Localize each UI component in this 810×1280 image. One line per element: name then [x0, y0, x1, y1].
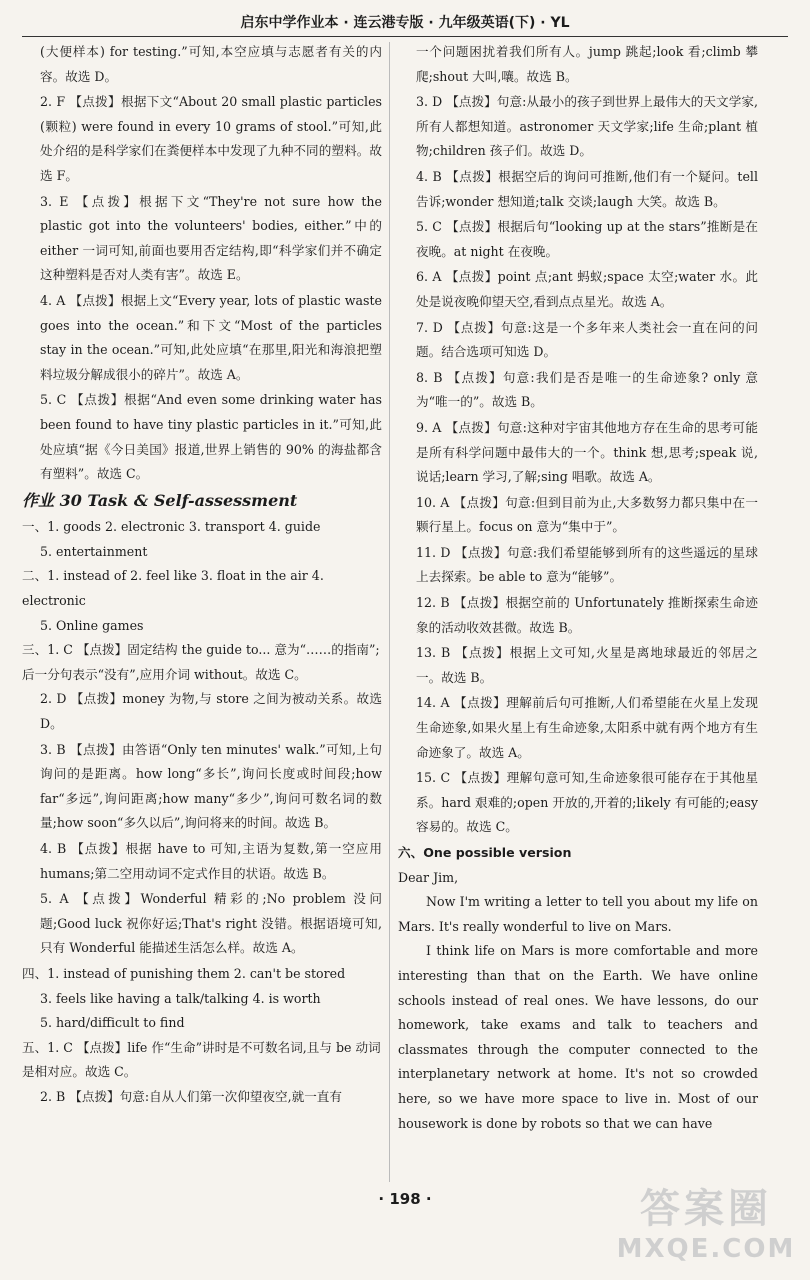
- answer-item-4: 4. B 【点拨】根据空后的询问可推断,他们有一个疑问。tell 告诉;wonder 想知道;talk 交谈;laugh 大笑。故选 B。: [416, 168, 758, 209]
- letter-paragraph-2: I think life on Mars is more comfortable and more interesting than that on the Earth. We have online schools instead of real ones. We have lessons, do our homework, take exams and talk to teachers and classmates through the computer connected to the interplanetary network at home. It's not so crowded here, so we have more space to live in. Most of our housework is done by robots so that we can have: [398, 943, 758, 1131]
- watermark-url: MXQE.COM: [616, 1234, 796, 1264]
- page-header: 启东中学作业本 · 连云港专版 · 九年级英语(下) · YL: [22, 10, 788, 37]
- answer-item-14: 14. A 【点拨】理解前后句可推断,人们希望能在火星上发现生命迹象,如果火星上有生命迹象,太阳系中就有两个地方有生命迹象了。故选 A。: [416, 695, 758, 760]
- answer-item-8: 8. B 【点拨】句意:我们是否是唯一的生命迹象? only 意为“唯一的”。故选 B。: [416, 369, 758, 410]
- answer-item-5: 5. C 【点拨】根据后句“looking up at the stars”推断是在夜晚。at night 在夜晚。: [416, 219, 758, 259]
- answer-item-11: 11. D 【点拨】句意:我们希望能够到所有的这些遥远的星球上去探索。be able to 意为“能够”。: [416, 544, 758, 585]
- section-4-line-3: 5. hard/difficult to find: [40, 1015, 185, 1031]
- section-title: 作业 30 Task & Self-assessment: [22, 490, 298, 510]
- answer-continuation: 一个问题困扰着我们所有人。jump 跳起;look 看;climb 攀爬;shout 大叫,嚷。故选 B。: [416, 44, 758, 84]
- section-2-line-2: 5. Online games: [40, 617, 144, 633]
- section-3-item-5: 5. A 【点拨】Wonderful 精彩的;No problem 没问题;Good luck 祝你好运;That's right 没错。根据语境可知,只有 Wonderful 能描述生活怎么样。故选 A。: [40, 891, 382, 956]
- answer-item-15: 15. C 【点拨】理解句意可知,生命迹象很可能存在于其他星系。hard 艰难的;open 开放的,开着的;likely 有可能的;easy 容易的。故选 C。: [416, 770, 758, 835]
- answer-item-12: 12. B 【点拨】根据空前的 Unfortunately 推断探索生命迹象的活动收效甚微。故选 B。: [416, 595, 758, 635]
- right-column: [398, 40, 758, 1136]
- watermark-logo-text: 答案圈: [640, 1186, 772, 1232]
- left-column: [22, 40, 382, 1111]
- answer-item-9: 9. A 【点拨】句意:这种对宇宙其他地方存在生命的思考可能是所有科学问题中最伟大的一个。think 想,思考;speak 说,说话;learn 学习,了解;sing 唱歌。故选 A。: [416, 419, 758, 485]
- answer-item-10: 10. A 【点拨】句意:但到目前为止,大多数努力都只集中在一颗行星上。focus on 意为“集中于”。: [416, 494, 758, 535]
- letter-greeting: Dear Jim,: [398, 869, 459, 885]
- section-6-title: 六、One possible version: [398, 845, 572, 860]
- section-3-item-2: 2. D 【点拨】money 为物,与 store 之间为被动关系。故选 D。: [40, 691, 382, 732]
- answer-item-5: 5. C 【点拨】根据“And even some drinking water has been found to have tiny plastic particles in it.”可知,此处应填“据《今日美国》报道,世界上销售的 90% 的海盐都含有塑料”。故选 C。: [40, 392, 382, 482]
- answer-continuation: (大便样本) for testing.”可知,本空应填与志愿者有关的内容。故选 D。: [40, 44, 382, 84]
- sample-letter: [398, 841, 758, 1136]
- section-1-line-2: 5. entertainment: [40, 543, 148, 559]
- answer-item-7: 7. D 【点拨】句意:这是一个多年来人类社会一直在问的问题。结合选项可知选 D。: [416, 319, 758, 360]
- column-divider: [389, 42, 390, 1182]
- section-4-line-2: 3. feels like having a talk/talking 4. is worth: [40, 990, 321, 1006]
- answer-item-4: 4. A 【点拨】根据上文“Every year, lots of plastic waste goes into the ocean.”和下文“Most of the particles stay in the ocean.”可知,此处应填“在那里,阳光和海浪把塑料垃圾分解成很小的碎片”。故选 A。: [40, 292, 382, 382]
- site-watermark: [616, 1184, 796, 1274]
- page-number: · 198 ·: [378, 1190, 432, 1208]
- answer-item-2: 2. F 【点拨】根据下文“About 20 small plastic particles (颗粒) were found in every 10 grams of stool.”可知,此处介绍的是科学家们在粪便样本中发现了九种不同的塑料。故选 F。: [40, 94, 382, 183]
- section-2-line-1: 二、1. instead of 2. feel like 3. float in the air 4. electronic: [22, 568, 324, 609]
- section-3-item-1: 三、1. C 【点拨】固定结构 the guide to... 意为“……的指南”;后一分句表示“没有”,应用介词 without。故选 C。: [22, 642, 380, 682]
- section-5-item-2: 2. B 【点拨】句意:自从人们第一次仰望夜空,就一直有: [40, 1088, 342, 1104]
- letter-paragraph-1: Now I'm writing a letter to tell you about my life on Mars. It's really wonderful to live on Mars.: [398, 894, 758, 934]
- answer-item-6: 6. A 【点拨】point 点;ant 蚂蚁;space 太空;water 水。此处是说夜晚仰望天空,看到点点星光。故选 A。: [416, 269, 758, 309]
- answer-item-3: 3. E 【点拨】根据下文“They're not sure how the plastic got into the volunteers' bodies, either.”中的 either 一词可知,前面也要用否定结构,即“科学家们并不确定这种塑料是否对人类有害”。故选 E。: [40, 193, 382, 283]
- section-3-item-3: 3. B 【点拨】由答语“Only ten minutes' walk.”可知,上句询问的是距离。how long“多长”,询问长度或时间段;how far“多远”,询问距离;how many“多少”,询问可数名词的数量;how soon“多久以后”,询问将来的时间。故选 B。: [40, 741, 382, 831]
- answer-item-3: 3. D 【点拨】句意:从最小的孩子到世界上最伟大的天文学家,所有人都想知道。astronomer 天文学家;life 生命;plant 植物;children 孩子们。故选 D。: [416, 94, 758, 159]
- section-3-item-4: 4. B 【点拨】根据 have to 可知,主语为复数,第一空应用 humans;第二空用动词不定式作目的状语。故选 B。: [40, 841, 382, 881]
- section-4-line-1: 四、1. instead of punishing them 2. can't be stored: [22, 965, 346, 981]
- section-5-item-1: 五、1. C 【点拨】life 作“生命”讲时是不可数名词,且与 be 动词是相对应。故选 C。: [22, 1039, 381, 1080]
- section-1-line-1: 一、1. goods 2. electronic 3. transport 4. guide: [22, 519, 321, 535]
- answer-item-13: 13. B 【点拨】根据上文可知,火星是离地球最近的邻居之一。故选 B。: [416, 645, 758, 685]
